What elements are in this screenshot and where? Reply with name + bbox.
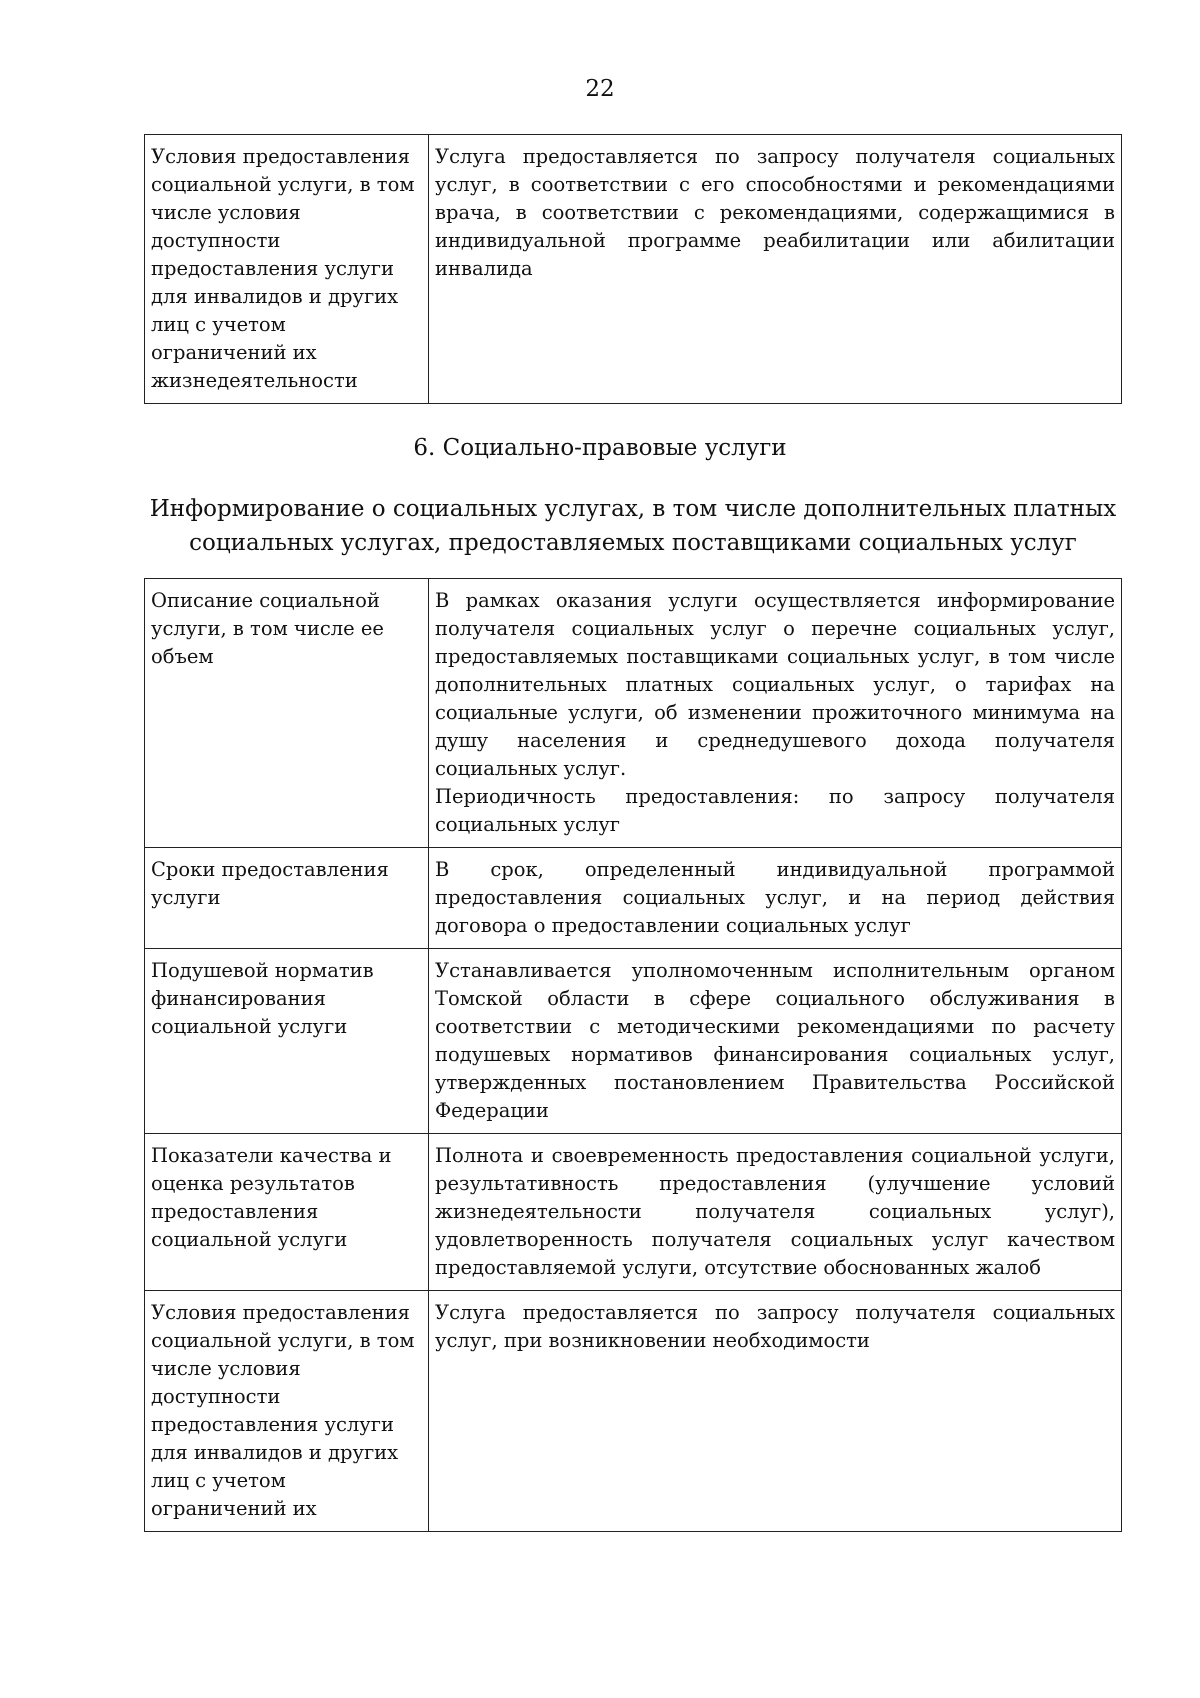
row-label: Условия предоставления социальной услуги, в том числе условия доступности предоставления услуги для инвалидов и других лиц с учетом ограничений их [145, 1291, 429, 1532]
row-value [429, 579, 1122, 848]
row-value: Услуга предоставляется по запросу получателя социальных услуг, при возникновении необходимости [429, 1291, 1122, 1532]
table-row [145, 949, 1122, 1134]
section-title: 6. Социально-правовые услуги [413, 435, 787, 461]
row-label: Подушевой норматив финансирования социальной услуги [145, 949, 429, 1134]
periodicity-text: Периодичность предоставления: по запросу получателя социальных услуг [435, 785, 1115, 836]
table-row [145, 848, 1122, 949]
row-value: Полнота и своевременность предоставления социальной услуги, результативность предоставления (улучшение условий жизнедеятельности получателя социальных услуг), удовлетворенность получателя социальных услуг качеством предоставляемой услуги, отсутствие обоснованных жалоб [429, 1134, 1122, 1291]
row-label: Сроки предоставления услуги [145, 848, 429, 949]
row-label: Условия предоставления социальной услуги, в том числе условия доступности предоставления услуги для инвалидов и других лиц с учетом ограничений их жизнедеятельности [145, 135, 429, 404]
table-row [145, 1134, 1122, 1291]
table-row [145, 1291, 1122, 1532]
subsection-title: Информирование о социальных услугах, в том числе дополнительных платных социальных услугах, предоставляемых поставщиками социальных услуг [149, 496, 1117, 556]
page-number: 22 [585, 76, 615, 102]
row-label: Описание социальной услуги, в том числе ее объем [145, 579, 429, 848]
row-value: Устанавливается уполномоченным исполнительным органом Томской области в сфере социального обслуживания в соответствии с методическими рекомендациями по расчету подушевых нормативов финансирования социальных услуг, утвержденных постановлением Правительства Российской Федерации [429, 949, 1122, 1134]
top-table [144, 134, 1122, 404]
main-table [144, 578, 1122, 1532]
table-row [145, 579, 1122, 848]
description-text: В рамках оказания услуги осуществляется информирование получателя социальных услуг о перечне социальных услуг, предоставляемых поставщиками социальных услуг, в том числе дополнительных платных социальных услуг, о тарифах на социальные услуги, об изменении прожиточного минимума на душу населения и среднедушевого дохода получателя социальных услуг. [435, 589, 1115, 780]
table-row [145, 135, 1122, 404]
row-label: Показатели качества и оценка результатов предоставления социальной услуги [145, 1134, 429, 1291]
row-value: Услуга предоставляется по запросу получателя социальных услуг, в соответствии с его способностями и рекомендациями врача, в соответствии с рекомендациями, содержащимися в индивидуальной программе реабилитации или абилитации инвалида [429, 135, 1122, 404]
row-value: В срок, определенный индивидуальной программой предоставления социальных услуг, и на период действия договора о предоставлении социальных услуг [429, 848, 1122, 949]
